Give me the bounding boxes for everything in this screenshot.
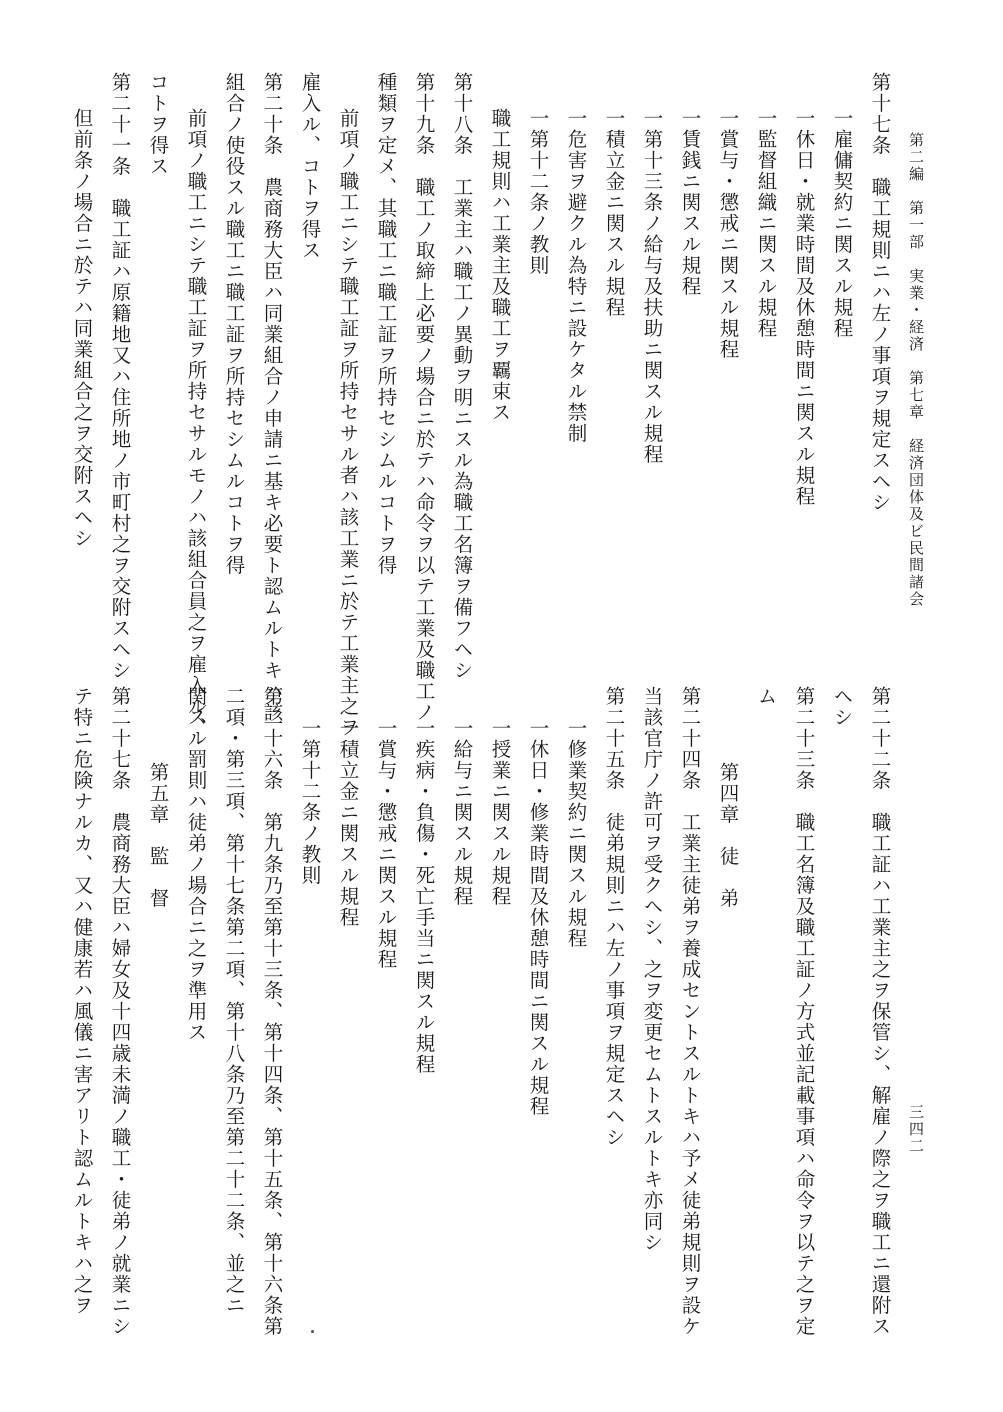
text-column: 一危害ヲ避クル為特ニ設ケタル禁制 [564, 108, 588, 444]
text-column: 前項ノ職工ニシテ職工証ヲ所持セサル者ハ該工業ニ於テ工業主之ヲ [336, 108, 360, 738]
page-number: 三四二 [907, 1104, 925, 1155]
text-column: 一給与ニ関スル規程 [450, 718, 474, 907]
text-column: 第十九条 職工ノ取締上必要ノ場合ニ於テハ命令ヲ以テ工業及職工ノ [412, 72, 436, 723]
text-column: 前項ノ職工ニシテ職工証ヲ所持セサルモノハ該組合員之ヲ雇入ル、 [184, 108, 208, 738]
text-column: ム [754, 686, 778, 707]
text-column: 一第十三条ノ給与及扶助ニ関スル規程 [640, 108, 664, 465]
text-column: 第二十四条 工業主徒弟ヲ養成セントスルトキハ予メ徒弟規則ヲ設ケ [678, 686, 702, 1337]
text-column: 但前条ノ場合ニ於テハ同業組合之ヲ交附スヘシ [70, 108, 94, 549]
text-column: 一休日・修業時間及休憩時間ニ関スル規程 [526, 718, 550, 1117]
text-column: 一授業ニ関スル規程 [488, 718, 512, 907]
text-column: 第五章 監 督 [146, 762, 170, 909]
text-column: 一賃銭ニ関スル規程 [678, 108, 702, 297]
text-column: 関スル罰則ハ徒弟ノ場合ニ之ヲ準用ス [184, 686, 208, 1043]
text-column: 第二十五条 徒弟規則ニハ左ノ事項ヲ規定スヘシ [602, 686, 626, 1148]
text-column: ヘシ [830, 686, 854, 728]
running-head: 第二編 第一部 実業・経済 第七章 経済団体及ビ民間諸会 [907, 132, 925, 608]
text-column: 一賞与・懲戒ニ関スル規程 [374, 718, 398, 970]
text-column: 一休日・就業時間及休憩時間ニ関スル規程 [792, 108, 816, 507]
text-column: 一監督組織ニ関スル規程 [754, 108, 778, 339]
text-column: テ特ニ危険ナルカ、又ハ健康若ハ風儀ニ害アリト認ムルトキハ之ヲ [70, 686, 94, 1316]
text-column: 一雇傭契約ニ関スル規程 [830, 108, 854, 339]
text-column: 第二十条 農商務大臣ハ同業組合ノ申請ニ基キ必要ト認ムルトキハ該 [260, 72, 284, 723]
text-column: 第二十三条 職工名簿及職工証ノ方式並記載事項ハ命令ヲ以テ之ヲ定 [792, 686, 816, 1337]
stray-mark [311, 1330, 314, 1333]
text-column: 一積立金ニ関スル規程 [602, 108, 626, 318]
text-column: 一修業契約ニ関スル規程 [564, 718, 588, 949]
text-column: 一疾病・負傷・死亡手当ニ関スル規程 [412, 718, 436, 1075]
text-column: 一第十二条ノ教則 [298, 718, 322, 886]
text-column: 第十八条 工業主ハ職工ノ異動ヲ明ニスル為職工名簿ヲ備フヘシ [450, 72, 474, 681]
text-column: 種類ヲ定メ、其職工ニ職工証ヲ所持セシムルコトヲ得 [374, 72, 398, 576]
text-column: 一積立金ニ関スル規程 [336, 718, 360, 928]
text-column: 第二十七条 農商務大臣ハ婦女及十四歳未満ノ職工・徒弟ノ就業ニシ [108, 686, 132, 1337]
text-column: 二項・第三項、第十七条第二項、第十八条乃至第二十二条、並之ニ [222, 686, 246, 1316]
text-column: 一第十二条ノ教則 [526, 108, 550, 276]
text-column: 第二十一条 職工証ハ原籍地又ハ住所地ノ市町村之ヲ交附スヘシ [108, 72, 132, 681]
text-column: 職工規則ハ工業主及職工ヲ覊束ス [488, 108, 512, 423]
text-column: 組合ノ使役スル職工ニ職工証ヲ所持セシムルコトヲ得 [222, 72, 246, 576]
text-column: 当該官庁ノ許可ヲ受クヘシ、之ヲ変更セムトスルトキ亦同シ [640, 686, 664, 1253]
text-column: 雇入ル、コトヲ得ス [298, 72, 322, 261]
text-column: 第四章 徒 弟 [716, 762, 740, 909]
text-column: コトヲ得ス [146, 72, 170, 177]
text-column: 第十七条 職工規則ニハ左ノ事項ヲ規定スヘシ [868, 72, 892, 513]
text-column: 第二十六条 第九条乃至第十三条、第十四条、第十五条、第十六条第 [260, 686, 284, 1337]
text-column: 第二十二条 職工証ハ工業主之ヲ保管シ、解雇ノ際之ヲ職工ニ還附ス [868, 686, 892, 1337]
text-column: 一賞与・懲戒ニ関スル規程 [716, 108, 740, 360]
